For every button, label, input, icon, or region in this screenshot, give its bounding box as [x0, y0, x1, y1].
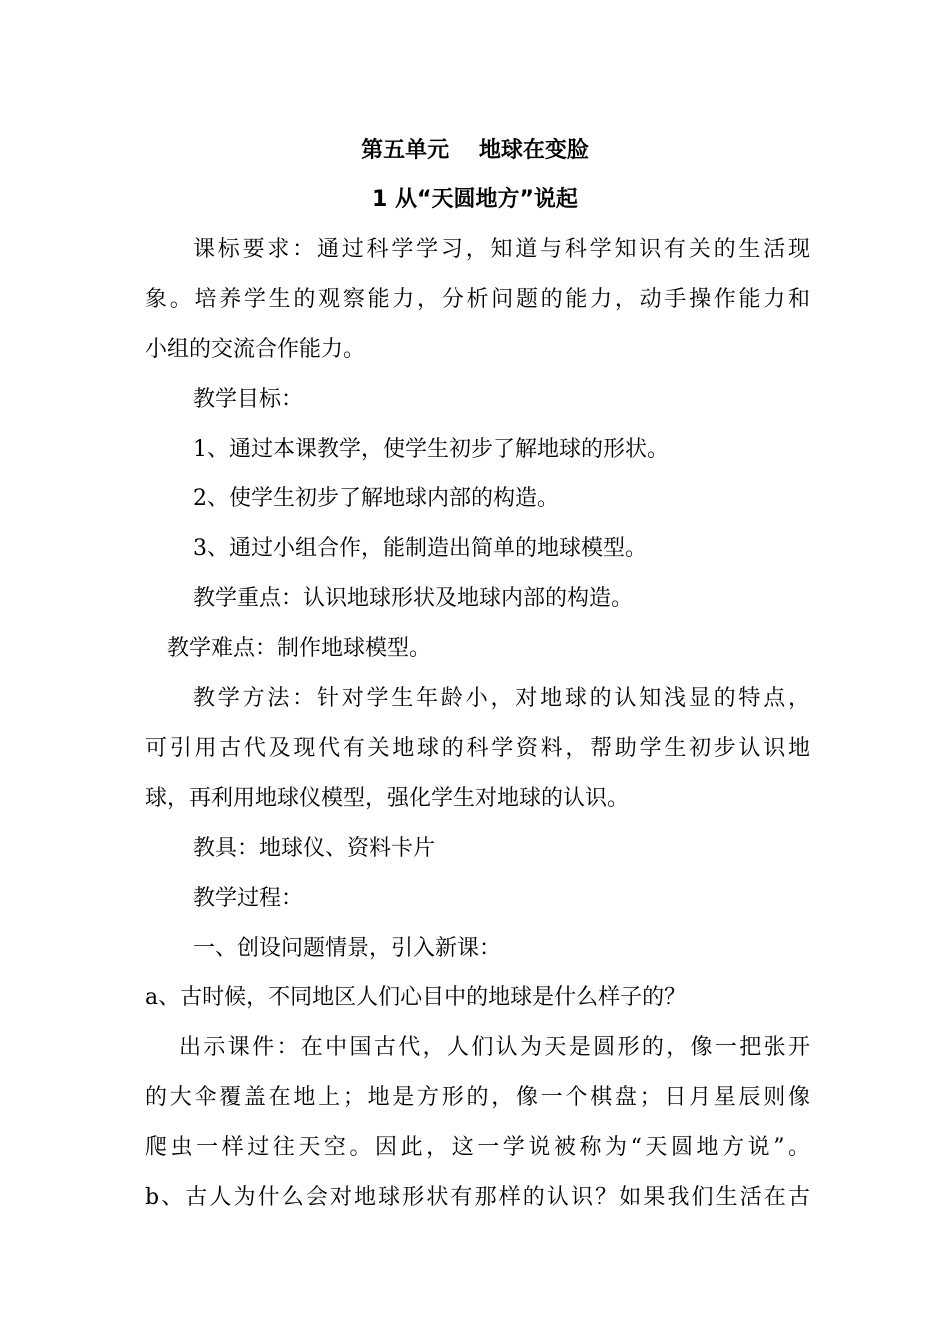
paragraph-line: 小组的交流合作能力。: [145, 337, 366, 362]
paragraph-line: 象。培养学生的观察能力，分析问题的能力，动手操作能力和: [145, 287, 810, 312]
paragraph-line: 教学方法：针对学生年龄小，对地球的认知浅显的特点，: [193, 686, 810, 711]
paragraph-line: a、古时候，不同地区人们心目中的地球是什么样子的？: [145, 985, 687, 1010]
paragraph-line: 出示课件：在中国古代，人们认为天是圆形的，像一把张开: [179, 1035, 810, 1060]
paragraph-line: 教学重点：认识地球形状及地球内部的构造。: [193, 586, 634, 611]
section-heading: 教学过程：: [193, 886, 304, 911]
paragraph-line: 的大伞覆盖在地上；地是方形的，像一个棋盘；日月星辰则像: [145, 1085, 810, 1110]
paragraph-line: 球，再利用地球仪模型，强化学生对地球的认识。: [145, 786, 630, 811]
list-item: 3、通过小组合作，能制造出简单的地球模型。: [193, 536, 647, 561]
paragraph-line: 课标要求：通过科学学习，知道与科学知识有关的生活现: [193, 237, 810, 262]
section-heading: 教学目标：: [193, 387, 304, 412]
paragraph-line: 教具：地球仪、资料卡片: [193, 836, 436, 861]
list-item: 1、通过本课教学，使学生初步了解地球的形状。: [193, 437, 669, 462]
paragraph-line: 爬虫一样过往天空。因此，这一学说被称为“天圆地方说”。: [145, 1135, 810, 1160]
list-item: 2、使学生初步了解地球内部的构造。: [193, 486, 559, 511]
section-heading: 一、创设问题情景，引入新课：: [193, 936, 502, 961]
paragraph-line: 可引用古代及现代有关地球的科学资料，帮助学生初步认识地: [145, 736, 810, 761]
unit-title: 第五单元 地球在变脸: [361, 138, 589, 163]
lesson-title: 1 从“天圆地方”说起: [372, 187, 578, 212]
paragraph-line: b、古人为什么会对地球形状有那样的认识？如果我们生活在古: [145, 1185, 810, 1210]
paragraph-line: 教学难点：制作地球模型。: [167, 636, 432, 661]
